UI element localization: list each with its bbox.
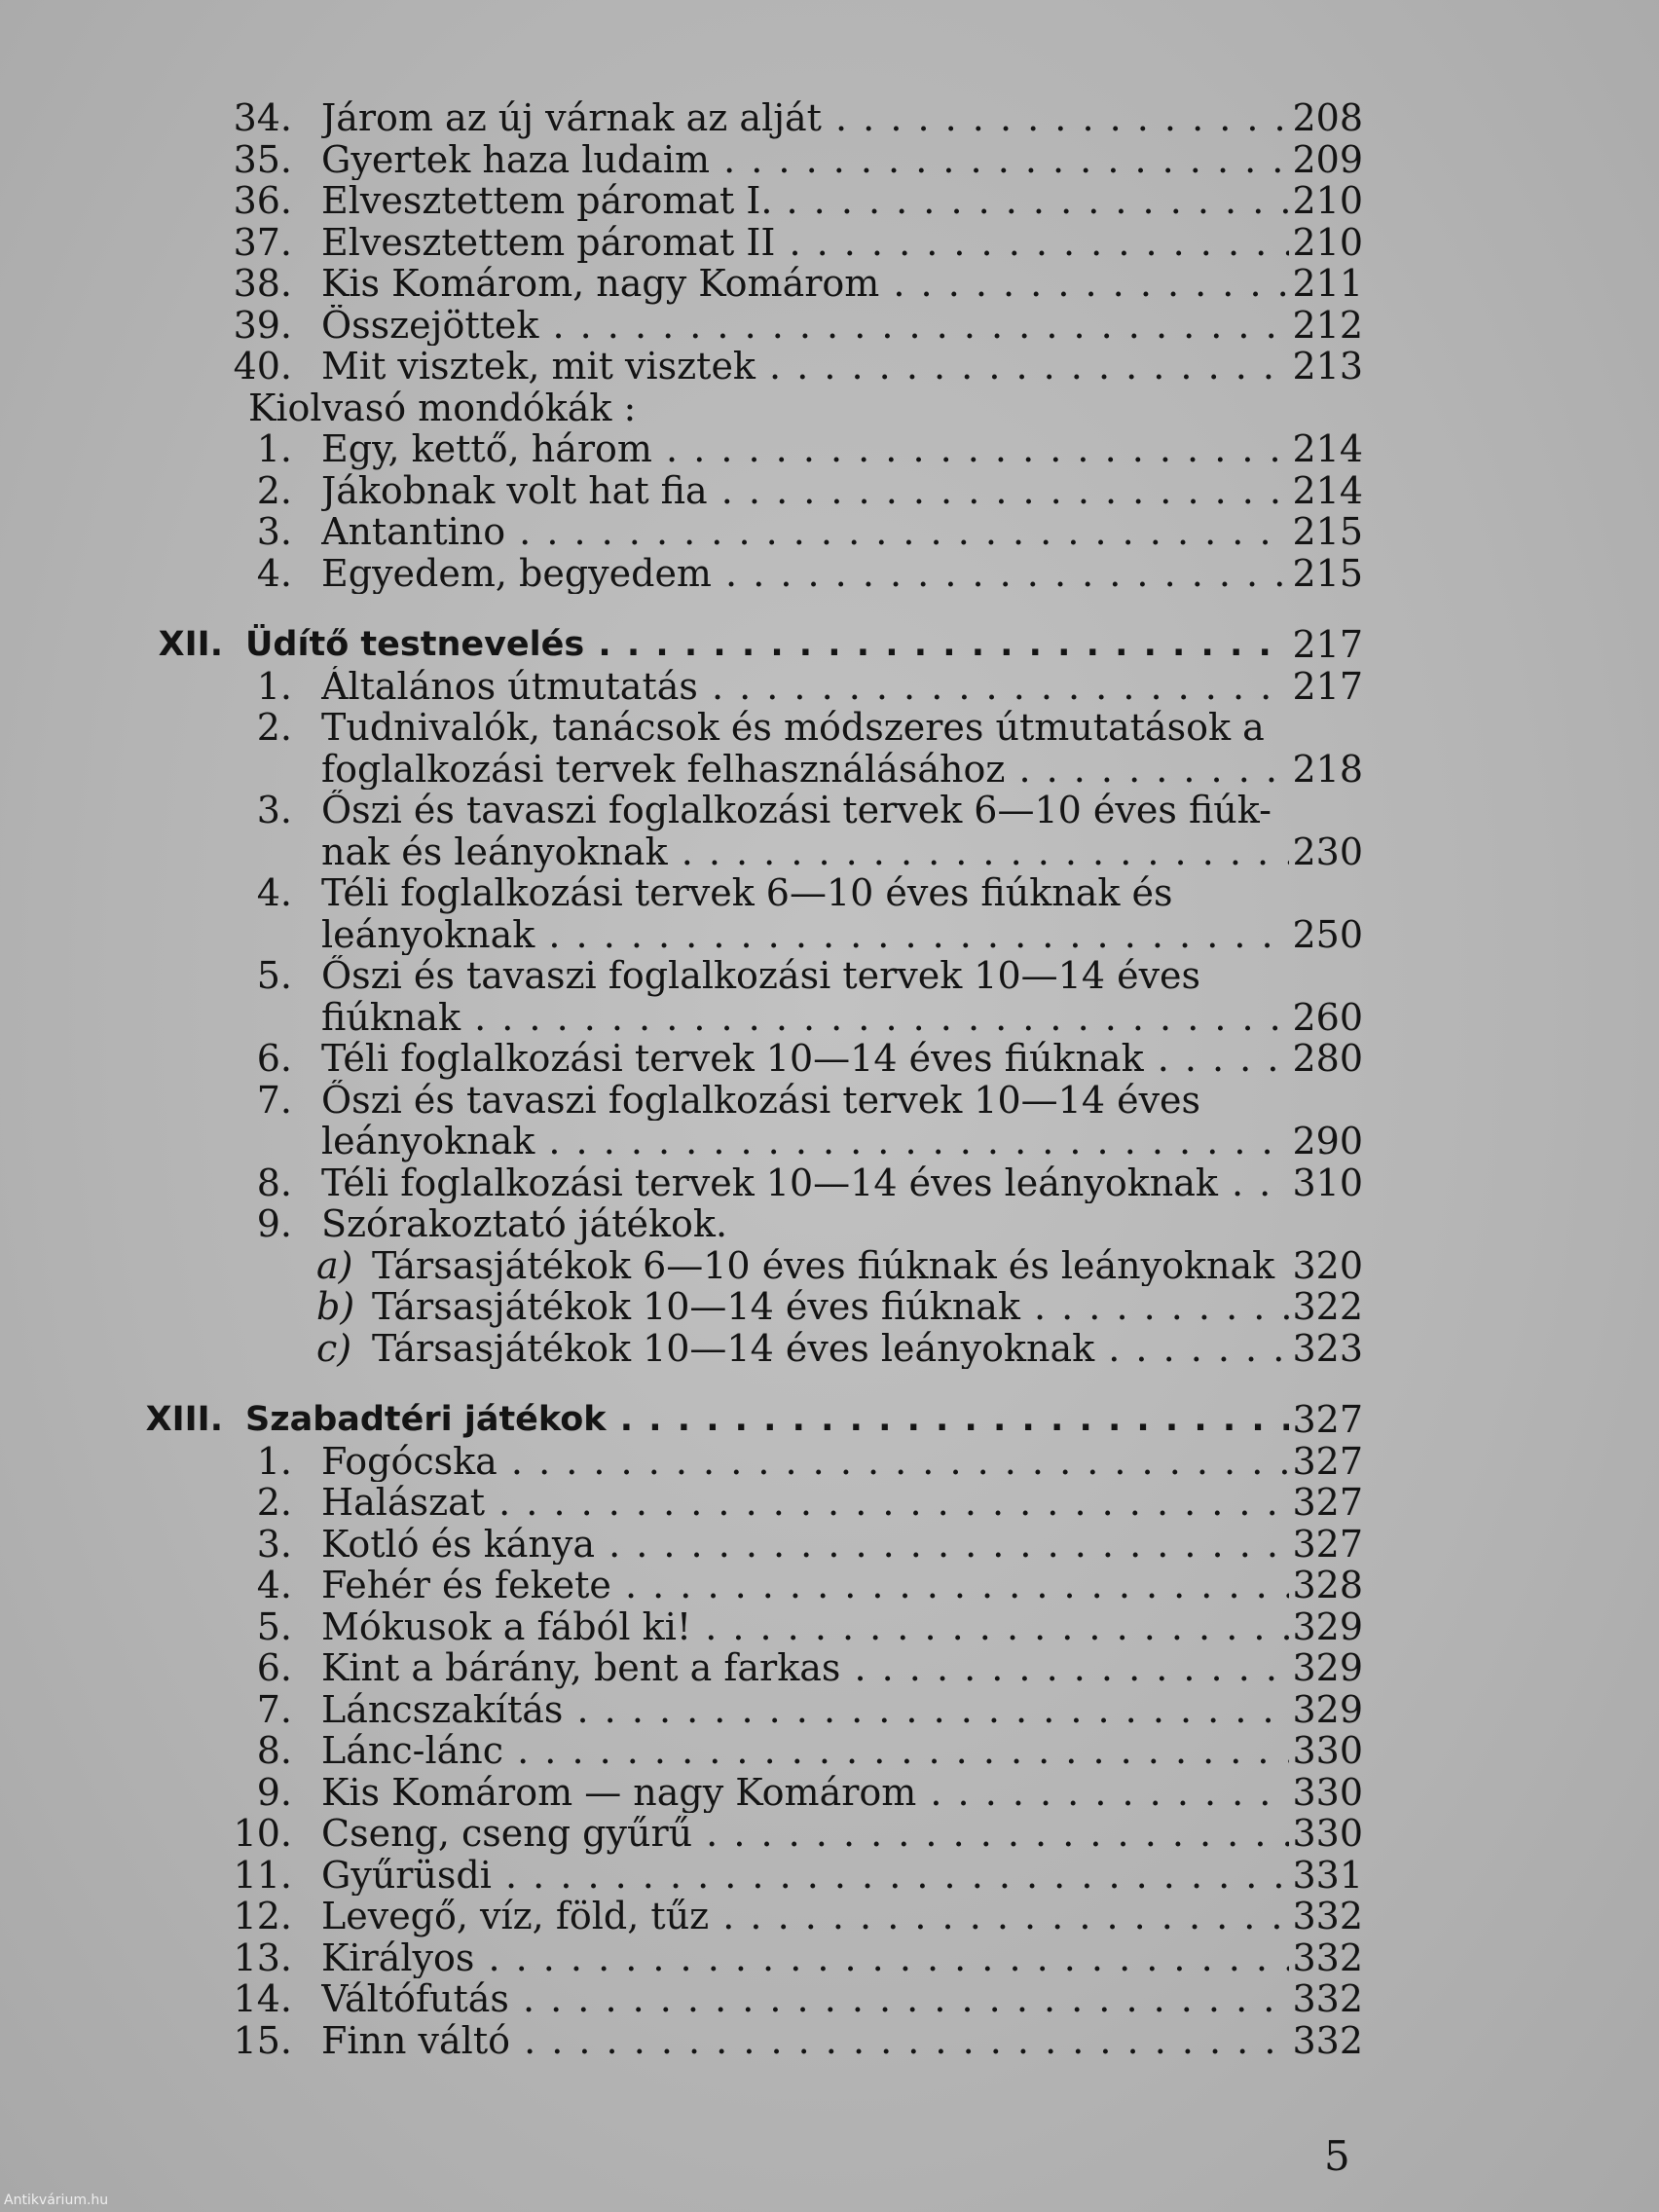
- entry-number: 4.: [256, 551, 292, 595]
- entry-number: 12.: [233, 1895, 292, 1937]
- entry-number: 1.: [256, 427, 292, 470]
- toc-entry: [0, 1730, 1659, 1772]
- entry-page: 214: [1292, 468, 1363, 512]
- entry-page: 310: [1292, 1161, 1363, 1204]
- entry-title: Halászat . . .: [321, 1482, 1289, 1524]
- chapter-title: Szabadtéri játékok . . .: [245, 1399, 1289, 1441]
- toc-entry: [0, 1978, 1659, 2020]
- entry-title: Fogócska . . .: [321, 1441, 1289, 1483]
- entry-page: 230: [1292, 830, 1363, 873]
- toc-entry: [0, 1441, 1659, 1483]
- entry-page: 211: [1292, 262, 1363, 305]
- subentry-letter: a): [316, 1243, 353, 1287]
- subentry-letter: c): [316, 1326, 352, 1370]
- chapter-number: XII.: [158, 625, 223, 664]
- toc-entry: [0, 1647, 1659, 1689]
- subentry-page: 323: [1292, 1326, 1363, 1370]
- entry-number: 3.: [256, 1522, 292, 1566]
- toc-subentry: [0, 1286, 1659, 1328]
- entry-title-line2: nak és leányoknak . . .: [321, 831, 1289, 873]
- entry-title: Finn váltó . . .: [321, 2020, 1289, 2062]
- entry-title: Elvesztettem páromat II . . .: [321, 222, 1289, 264]
- entry-page: 332: [1292, 2018, 1363, 2062]
- entry-number: 15.: [233, 2018, 292, 2062]
- entry-page: 210: [1292, 179, 1363, 222]
- toc-entry: [0, 2020, 1659, 2062]
- entry-page: 212: [1292, 303, 1363, 347]
- entry-title-line1: Tudnivalók, tanácsok és módszeres útmutatások a: [321, 707, 1265, 749]
- entry-title: Cseng, cseng gyűrű . . .: [321, 1813, 1289, 1855]
- entry-page: 330: [1292, 1770, 1363, 1814]
- entry-title: Királyos . . .: [321, 1937, 1289, 1979]
- toc-entry: [0, 1080, 1659, 1122]
- entry-title-line2: leányoknak . . .: [321, 1121, 1289, 1162]
- entry-title: Elvesztettem páromat I. . . .: [321, 180, 1289, 222]
- chapter-heading: [0, 1399, 1659, 1441]
- toc-entry: [0, 1813, 1659, 1855]
- entry-title: Téli foglalkozási tervek 10—14 éves fiúknak . . .: [321, 1038, 1289, 1080]
- entry-number: 36.: [233, 179, 292, 222]
- toc-entry-continuation: [0, 1121, 1659, 1162]
- entry-number: 6.: [256, 1037, 292, 1080]
- entry-title: Gyűrüsdi . . .: [321, 1855, 1289, 1897]
- entry-page: 329: [1292, 1646, 1363, 1689]
- section-gap: [0, 594, 1659, 624]
- entry-number: 34.: [233, 96, 292, 139]
- entry-number: 7.: [256, 1078, 292, 1122]
- toc-entry-continuation: [0, 831, 1659, 873]
- entry-page: 327: [1292, 1522, 1363, 1566]
- toc-entry: [0, 222, 1659, 264]
- entry-page: 330: [1292, 1729, 1363, 1772]
- page-number: 5: [1324, 2132, 1350, 2180]
- toc-entry: [0, 1896, 1659, 1937]
- toc-entry-continuation: [0, 749, 1659, 791]
- entry-page: 330: [1292, 1812, 1363, 1855]
- toc-entry: [0, 1524, 1659, 1566]
- entry-page: 280: [1292, 1037, 1363, 1080]
- toc-entry: [0, 346, 1659, 387]
- toc-entry: [0, 139, 1659, 181]
- toc-entry: [0, 1606, 1659, 1648]
- toc-entry: [0, 790, 1659, 831]
- entry-title-line1: Őszi és tavaszi foglalkozási tervek 10—14 éves: [321, 1079, 1201, 1121]
- entry-number: 10.: [233, 1812, 292, 1855]
- entry-page: 328: [1292, 1564, 1363, 1606]
- entry-number: 40.: [233, 345, 292, 387]
- toc-entry: [0, 553, 1659, 595]
- toc-subentry: [0, 1328, 1659, 1370]
- entry-number: 6.: [256, 1646, 292, 1689]
- entry-number: 39.: [233, 303, 292, 347]
- entry-number: 8.: [256, 1161, 292, 1204]
- entry-title: Jákobnak volt hat fia . . .: [321, 470, 1289, 512]
- toc-entry: [0, 428, 1659, 470]
- entry-page: 332: [1292, 1977, 1363, 2020]
- entry-title-line2: fiúknak . . .: [321, 997, 1289, 1039]
- subentry-page: 320: [1292, 1243, 1363, 1287]
- entry-title: Gyertek haza ludaim . . .: [321, 139, 1289, 181]
- entry-number: 2.: [256, 706, 292, 749]
- entry-title: Kint a bárány, bent a farkas . . .: [321, 1647, 1289, 1689]
- entry-number: 9.: [256, 1202, 292, 1245]
- entry-title: Lánc-lánc . . .: [321, 1730, 1289, 1772]
- entry-number: 7.: [256, 1687, 292, 1731]
- entry-number: 38.: [233, 262, 292, 305]
- entry-title-line2: leányoknak . . .: [321, 914, 1289, 956]
- entry-title: Szórakoztató játékok.: [321, 1203, 728, 1245]
- entry-page: 218: [1292, 747, 1363, 791]
- toc-entry: [0, 511, 1659, 553]
- subentry-letter: b): [316, 1285, 355, 1328]
- entry-number: 1.: [256, 1439, 292, 1483]
- entry-number: 9.: [256, 1770, 292, 1814]
- entry-title: Egy, kettő, három . . .: [321, 428, 1289, 470]
- toc-entry: [0, 666, 1659, 708]
- toc-entry: [0, 1937, 1659, 1979]
- section-subheading: [0, 387, 1659, 429]
- entry-title: Levegő, víz, föld, tűz . . .: [321, 1896, 1289, 1937]
- toc-entry: [0, 470, 1659, 512]
- toc-entry: [0, 1482, 1659, 1524]
- entry-title: Egyedem, begyedem . . .: [321, 553, 1289, 595]
- entry-title: Kotló és kánya . . .: [321, 1524, 1289, 1566]
- toc-entry-continuation: [0, 914, 1659, 956]
- entry-page: 327: [1292, 1481, 1363, 1524]
- entry-title: Kis Komárom, nagy Komárom . . .: [321, 263, 1289, 305]
- chapter-title: Üdítő testnevelés . . .: [245, 624, 1289, 666]
- entry-number: 3.: [256, 789, 292, 831]
- entry-number: 2.: [256, 468, 292, 512]
- entry-title-line1: Őszi és tavaszi foglalkozási tervek 6—10 éves fiúk-: [321, 790, 1272, 831]
- entry-title: Fehér és fekete . . .: [321, 1565, 1289, 1606]
- entry-number: 37.: [233, 220, 292, 264]
- entry-number: 5.: [256, 1604, 292, 1648]
- entry-page: 260: [1292, 995, 1363, 1039]
- entry-page: 250: [1292, 912, 1363, 956]
- entry-page: 210: [1292, 220, 1363, 264]
- entry-title: Antantino . . .: [321, 511, 1289, 553]
- watermark: Antikvárium.hu: [4, 2193, 109, 2208]
- entry-page: 332: [1292, 1936, 1363, 1979]
- toc-entry: [0, 707, 1659, 749]
- entry-number: 11.: [233, 1853, 292, 1897]
- toc-entry: [0, 1565, 1659, 1606]
- toc-entry: [0, 1203, 1659, 1245]
- toc-subentry: [0, 1245, 1659, 1287]
- entry-title: Láncszakítás . . .: [321, 1689, 1289, 1731]
- chapter-page: 327: [1292, 1398, 1363, 1441]
- entry-number: 4.: [256, 1564, 292, 1606]
- entry-page: 215: [1292, 551, 1363, 595]
- entry-page: 209: [1292, 137, 1363, 181]
- entry-number: 13.: [233, 1936, 292, 1979]
- toc-entry: [0, 872, 1659, 914]
- entry-page: 290: [1292, 1120, 1363, 1162]
- entry-number: 1.: [256, 664, 292, 708]
- toc-entry: [0, 1855, 1659, 1897]
- entry-number: 3.: [256, 510, 292, 553]
- entry-page: 331: [1292, 1853, 1363, 1897]
- toc-entry: [0, 305, 1659, 347]
- entry-page: 208: [1292, 96, 1363, 139]
- chapter-heading: [0, 624, 1659, 666]
- subentry-title: Társasjátékok 6—10 éves fiúknak és leányoknak . . .: [372, 1245, 1289, 1287]
- entry-title: Járom az új várnak az alját . . .: [321, 97, 1289, 139]
- section-gap: [0, 1369, 1659, 1399]
- entry-number: 14.: [233, 1977, 292, 2020]
- toc-entry: [0, 180, 1659, 222]
- entry-title: Téli foglalkozási tervek 10—14 éves leányoknak . . .: [321, 1162, 1289, 1204]
- toc-entry: [0, 1772, 1659, 1814]
- toc-entry: [0, 955, 1659, 997]
- table-of-contents: [0, 97, 1659, 2061]
- entry-page: 332: [1292, 1895, 1363, 1937]
- toc-entry: [0, 1038, 1659, 1080]
- entry-page: 213: [1292, 345, 1363, 387]
- toc-entry-continuation: [0, 997, 1659, 1039]
- entry-page: 327: [1292, 1439, 1363, 1483]
- entry-number: 5.: [256, 954, 292, 997]
- entry-number: 8.: [256, 1729, 292, 1772]
- entry-number: 35.: [233, 137, 292, 181]
- entry-title-line1: Téli foglalkozási tervek 6—10 éves fiúknak és: [321, 872, 1173, 914]
- toc-entry: [0, 1689, 1659, 1731]
- entry-title: Mit visztek, mit visztek . . .: [321, 346, 1289, 387]
- entry-page: 329: [1292, 1604, 1363, 1648]
- subentry-title: Társasjátékok 10—14 éves fiúknak . . .: [372, 1286, 1289, 1328]
- entry-title: Mókusok a fából ki! . . .: [321, 1606, 1289, 1648]
- entry-number: 4.: [256, 871, 292, 914]
- entry-number: 2.: [256, 1481, 292, 1524]
- entry-title: Általános útmutatás . . .: [321, 666, 1289, 708]
- entry-page: 329: [1292, 1687, 1363, 1731]
- subentry-title: Társasjátékok 10—14 éves leányoknak . . .: [372, 1328, 1289, 1370]
- entry-title: Kis Komárom — nagy Komárom . . .: [321, 1772, 1289, 1814]
- subentry-page: 322: [1292, 1285, 1363, 1328]
- subheading-text: Kiolvasó mondókák :: [248, 387, 637, 428]
- entry-page: 215: [1292, 510, 1363, 553]
- chapter-page: 217: [1292, 623, 1363, 666]
- entry-page: 217: [1292, 664, 1363, 708]
- entry-title: Váltófutás . . .: [321, 1978, 1289, 2020]
- toc-entry: [0, 263, 1659, 305]
- entry-title-line1: Őszi és tavaszi foglalkozási tervek 10—14 éves: [321, 955, 1201, 997]
- chapter-number: XIII.: [145, 1400, 223, 1439]
- entry-title: Összejöttek . . .: [321, 305, 1289, 347]
- toc-entry: [0, 97, 1659, 139]
- entry-page: 214: [1292, 427, 1363, 470]
- entry-title-line2: foglalkozási tervek felhasználásához . . .: [321, 749, 1289, 791]
- toc-entry: [0, 1162, 1659, 1204]
